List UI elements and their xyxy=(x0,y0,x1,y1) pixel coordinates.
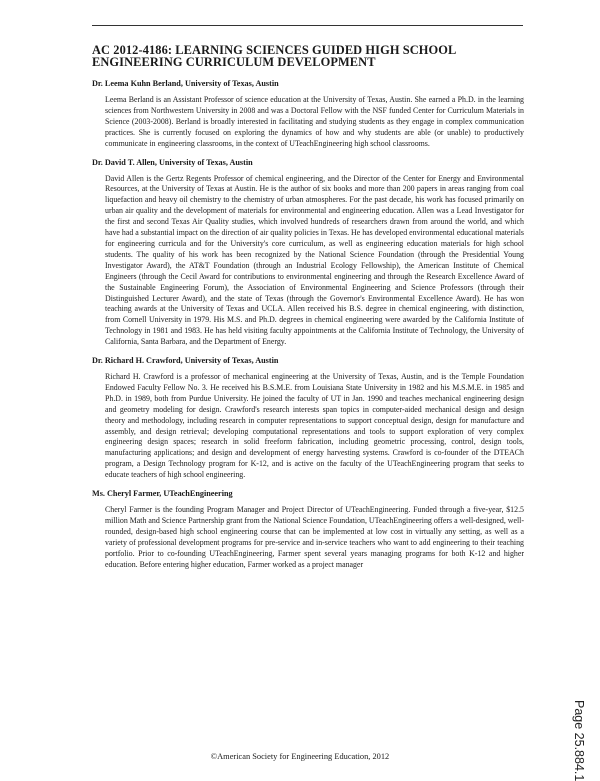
author-bio xyxy=(92,372,524,481)
author-block xyxy=(92,489,524,570)
author-block xyxy=(92,356,524,481)
bio-text: Richard H. Crawford is a professor of mechanical engineering at the University of Texas, Austin, and is the Temple Foundation Endowed Faculty Fellow No. 3. He received his B.S.M.E. from Louisiana State University in 1982 and his M.S.M.E. in 1985 and Ph.D. in 1989, both from Purdue University. He joined the faculty of UT in Jan. 1990 and teaches mechanical engineering design and geometry modeling for design. Crawford's research interests span topics in computer-aided mechanical design and design theory and methodology, including research in computer representations to support conceptual design, design for manufacture and assembly, and design retrieval; developing computational representations and tools to support exploration of very complex engineering design spaces; research in solid freeform fabrication, including geometric processing, control, design tools, manufacturing applications; and design and development of energy harvesting systems. Crawford is co-founder of the DTEACh program, a Design Technology program for K-12, and is active on the faculty of the UTeachEngineering program that seeks to educate teachers of high school engineering. xyxy=(105,372,524,480)
copyright-footer: ©American Society for Engineering Education, 2012 xyxy=(210,752,390,761)
author-name: Ms. Cheryl Farmer, UTeachEngineering xyxy=(92,489,233,499)
author-name: Dr. David T. Allen, University of Texas, Austin xyxy=(92,157,253,167)
paper-content xyxy=(92,44,524,579)
author-name: Dr. Richard H. Crawford, University of Texas, Austin xyxy=(92,356,279,366)
bio-text: David Allen is the Gertz Regents Professor of chemical engineering, and the Director of the Center for Energy and Environmental Resources, at the University of Texas at Austin. He is the author of six books and more than 200 papers in areas ranging from coal liquefaction and heavy oil chemistry to the chemistry of urban atmospheres. For the past decade, his work has focused primarily on urban air quality and the development of materials for environmental and engineering education. Allen was a Lead Investigator for the first and second Texas Air Quality studies, which involved hundreds of researchers drawn from around the world, and which have had a substantial impact on the direction of air quality policies in Texas. He has developed environmental educational materials for engineering curricula and for the University's core curriculum, as well as engineering education materials for high school students. The quality of his work has been recognized by the National Science Foundation (through the Presidential Young Investigator Award), the AT&T Foundation (through an Industrial Ecology Fellowship), the American Institute of Chemical Engineers (through the Cecil Award for contributions to environmental engineering and through the Research Excellence Award of the Sustainable Engineering Forum), the Association of Environmental Engineering and Science Professors (through their Distinguished Lecturer Award), and the state of Texas (through the Governor's Environmental Excellence Award). He has won teaching awards at the University of Texas and UCLA. Allen received his B.S. degree in chemical engineering, with distinction, from Cornell University in 1979. His M.S. and Ph.D. degrees in chemical engineering were awarded by the California Institute of Technology in 1981 and 1983. He has held visiting faculty appointments at the California Institute of Technology, the University of California, Santa Barbara, and the Department of Energy. xyxy=(105,173,524,347)
page-number: Page 25.884.1 xyxy=(572,700,586,781)
bio-text: Cheryl Farmer is the founding Program Manager and Project Director of UTeachEngineering. Funded through a five-year, $12.5 million Math and Science Partnership grant from the National Science Foundation, UTeachEngineering offers a well-designed, well-rounded, design-based high school engineering course that can be implemented at low cost in virtually any setting, as well as a variety of professional development programs for pre-service and in-service teachers who want to add engineering to their teaching portfolio. Prior to co-founding UTeachEngineering, Farmer spent several years managing programs for both K-12 and higher education. Before entering higher education, Farmer worked as a project manager xyxy=(105,505,524,569)
bio-text: Leema Berland is an Assistant Professor of science education at the University of Texas, Austin. She earned a Ph.D. in the learning sciences from Northwestern University in 2008 and was a Doctoral Fellow with the NSF funded Center for Curriculum Materials in Science (2003-2008). Berland is broadly interested in facilitating and studying students as they engage in complex communication practices. She is currently focused on exploring the dynamics of how and why students are able (or unable) to productively communicate in engineering classrooms, in the context of UTeachEngineering high school classrooms. xyxy=(105,95,524,148)
author-block xyxy=(92,79,524,150)
author-block xyxy=(92,158,524,349)
author-bio xyxy=(92,505,524,570)
author-bio xyxy=(92,95,524,150)
paper-title: AC 2012-4186: LEARNING SCIENCES GUIDED HIGH SCHOOL ENGINEERING CURRICULUM DEVELOPMENT xyxy=(92,43,456,69)
author-name: Dr. Leema Kuhn Berland, University of Texas, Austin xyxy=(92,79,279,88)
top-rule xyxy=(92,25,523,26)
author-bio xyxy=(92,174,524,349)
